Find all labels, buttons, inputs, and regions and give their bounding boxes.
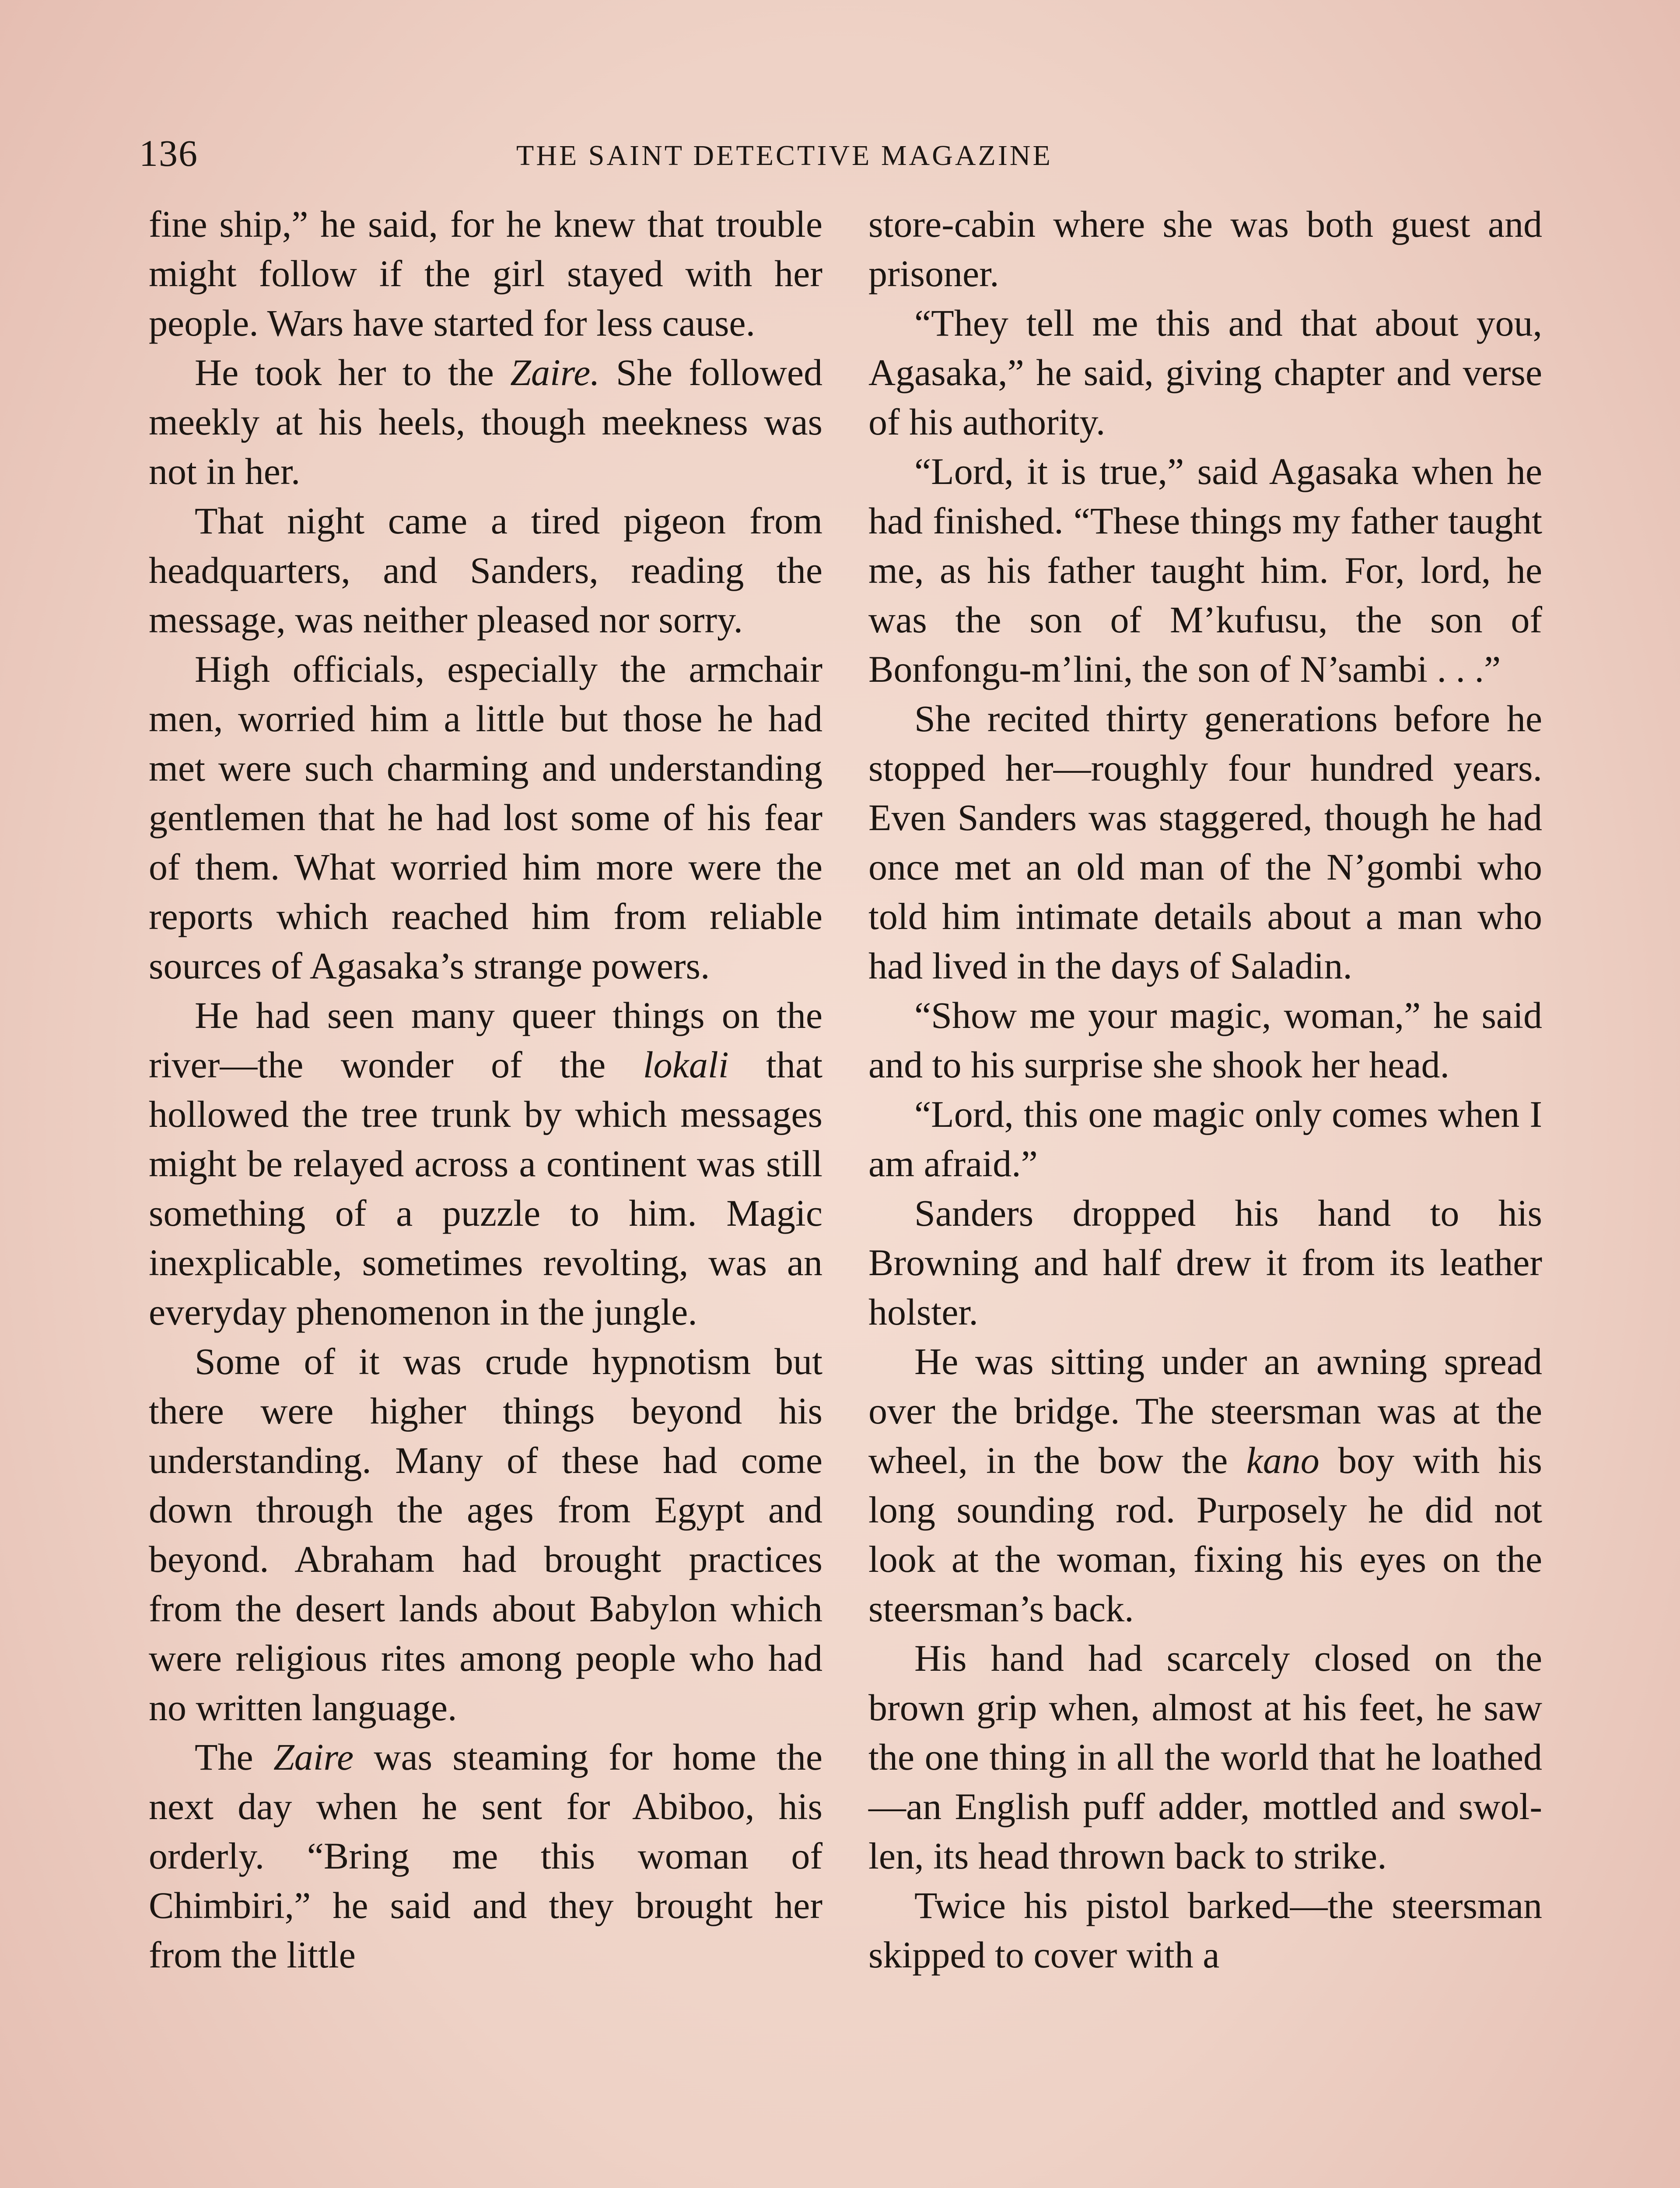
text-span: was steaming for home the next day when he sent for Abiboo, his orderly. “Bring me this woman of Chimbiri,” he said and they brought her from the little bbox=[149, 1736, 822, 1976]
paragraph bbox=[868, 991, 1542, 1090]
paragraph bbox=[149, 1732, 822, 1980]
italic-word: lokali bbox=[643, 1044, 729, 1086]
paragraph bbox=[868, 200, 1542, 298]
paragraph bbox=[868, 1881, 1542, 1980]
paragraph bbox=[149, 496, 822, 645]
paragraph bbox=[868, 1634, 1542, 1881]
text-span: He had seen many queer things on the river—the wonder of the bbox=[149, 994, 822, 1086]
paragraph bbox=[149, 348, 822, 496]
text-span: “Lord, this one magic only comes when I am afraid.” bbox=[868, 1093, 1542, 1185]
text-span: “Lord, it is true,” said Agasaka when he had finished. “These things my father taught me, as his father taught him. For, lord, he was the son of M’kufusu, the son of Bonfongu-m’lini, the son of N’sambi . . .” bbox=[868, 450, 1542, 690]
paragraph bbox=[868, 694, 1542, 991]
text-span: Sanders dropped his hand to his Browning and half drew it from its leather holster. bbox=[868, 1192, 1542, 1333]
running-head: THE SAINT DETECTIVE MAGAZINE bbox=[516, 140, 1053, 172]
text-span: He took her to the bbox=[195, 351, 511, 393]
text-span: “They tell me this and that about you, Agasaka,” he said, giving chapter and verse of his authority. bbox=[868, 302, 1542, 443]
text-span: The bbox=[195, 1736, 273, 1778]
italic-word: kano bbox=[1246, 1439, 1320, 1481]
paragraph bbox=[149, 200, 822, 348]
left-column bbox=[149, 200, 822, 1980]
text-span: She recited thirty generations before he stopped her—roughly four hundred years. Even Sanders was staggered, though he had once met an old man of the N’gombi who told him intimate details about a man who had lived in the days of Saladin. bbox=[868, 698, 1542, 987]
paragraph bbox=[868, 1337, 1542, 1634]
page-number: 136 bbox=[139, 132, 198, 174]
text-span: She followed meekly at his heels, though meekness was not in her. bbox=[149, 351, 822, 492]
italic-word: Zaire. bbox=[510, 351, 600, 393]
italic-word: Zaire bbox=[273, 1736, 354, 1778]
paragraph bbox=[868, 447, 1542, 694]
paragraph bbox=[149, 645, 822, 991]
text-span: That night came a tired pigeon from headquarters, and Sanders, reading the message, was neither pleased nor sorry. bbox=[149, 500, 822, 641]
paragraph bbox=[149, 991, 822, 1337]
text-span: fine ship,” he said, for he knew that trouble might follow if the girl stayed with her people. Wars have started for less cause. bbox=[149, 203, 822, 344]
paragraph bbox=[868, 1090, 1542, 1189]
text-span: “Show me your magic, woman,” he said and to his surprise she shook her head. bbox=[868, 994, 1542, 1086]
text-span: boy with his long sounding rod. Purposely he did not look at the woman, fixing his eyes on the steersman’s back. bbox=[868, 1439, 1542, 1630]
text-span: store-cabin where she was both guest and prisoner. bbox=[868, 203, 1542, 295]
paragraph bbox=[868, 1189, 1542, 1337]
right-column bbox=[868, 200, 1542, 1980]
paragraph bbox=[868, 298, 1542, 447]
text-span: Some of it was crude hypnotism but there were higher things beyond his understanding. Many of these had come down through the ages from Egypt and beyond. Abraham had brought practices from the desert lands about Babylon which were religious rites among people who had no written language. bbox=[149, 1340, 822, 1729]
text-span: that hollowed the tree trunk by which messages might be relayed across a continent was still something of a puzzle to him. Magic inexplicable, sometimes revolting, was an everyday phenomenon in the jungle. bbox=[149, 1044, 822, 1333]
text-span: High officials, especially the armchair men, worried him a little but those he had met were such charming and understanding gentlemen that he had lost some of his fear of them. What worried him more were the reports which reached him from reliable sources of Agasaka’s strange powers. bbox=[149, 648, 822, 987]
text-span: He was sitting under an awning spread over the bridge. The steersman was at the wheel, in the bow the bbox=[868, 1340, 1542, 1481]
text-span: His hand had scarcely closed on the brown grip when, almost at his feet, he saw the one thing in all the world that he loathed—an English puff adder, mottled and swollen, its head thrown back to strike. bbox=[868, 1637, 1542, 1877]
paragraph bbox=[149, 1337, 822, 1732]
text-span: Twice his pistol barked—the steersman skipped to cover with a bbox=[868, 1884, 1542, 1976]
